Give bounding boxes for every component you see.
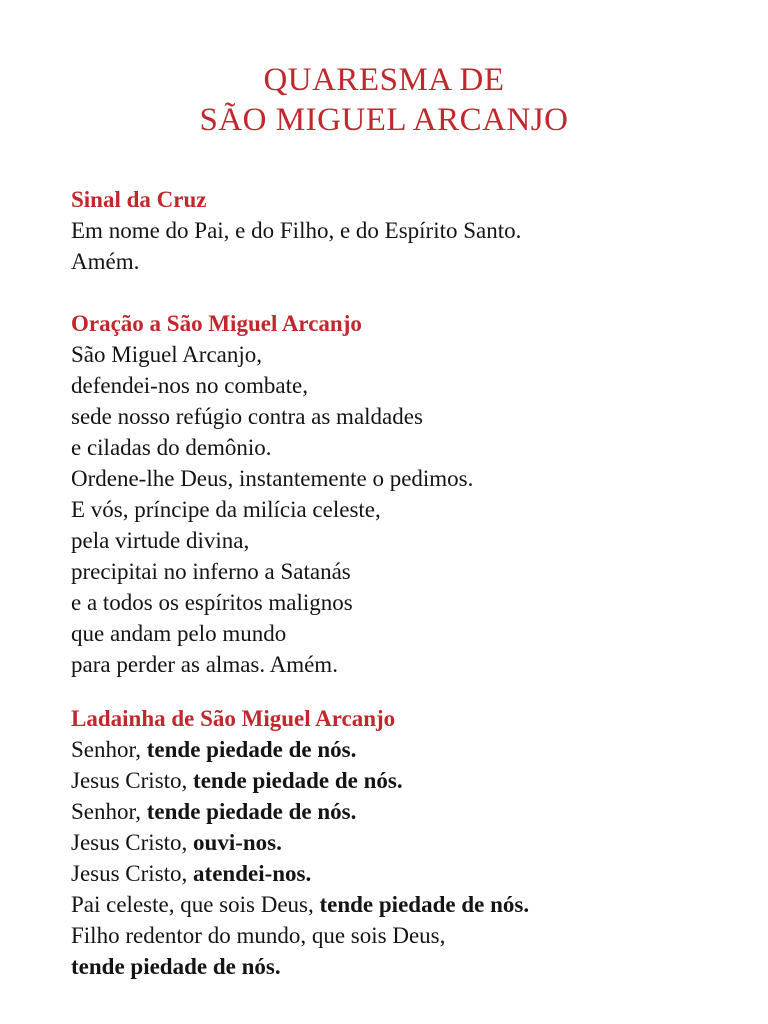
prayer-line: E vós, príncipe da milícia celeste,: [71, 497, 381, 522]
litany-line: [71, 765, 751, 796]
litany-response: ouvi-nos.: [193, 830, 282, 855]
litany-invocation: Jesus Cristo,: [71, 830, 194, 855]
prayer-line: e a todos os espíritos malignos: [71, 590, 353, 615]
litany-line: [71, 858, 751, 889]
litany-invocation: Senhor,: [71, 799, 147, 824]
prayer-line: sede nosso refúgio contra as maldades: [71, 404, 423, 429]
litany-line: [71, 951, 751, 982]
prayer-line: Amém.: [71, 249, 140, 274]
litany-invocation: Jesus Cristo,: [71, 861, 194, 886]
prayer-line: Ordene-lhe Deus, instantemente o pedimos.: [71, 466, 474, 491]
section-heading: Oração a São Miguel Arcanjo: [71, 311, 362, 336]
litany-line: [71, 827, 751, 858]
prayer-line: pela virtude divina,: [71, 528, 250, 553]
section-heading: Ladainha de São Miguel Arcanjo: [71, 706, 396, 731]
litany-response: tende piedade de nós.: [71, 954, 281, 979]
litany-line: [71, 889, 751, 920]
litany-response: tende piedade de nós.: [146, 737, 357, 762]
litany-response: tende piedade de nós.: [193, 768, 403, 793]
prayer-line: Em nome do Pai, e do Filho, e do Espírito Santo.: [71, 218, 522, 243]
litany-invocation: Jesus Cristo,: [71, 768, 194, 793]
litany-invocation: Filho redentor do mundo, que sois Deus,: [71, 923, 446, 948]
prayer-line: São Miguel Arcanjo,: [71, 342, 262, 367]
prayer-line: precipitai no inferno a Satanás: [71, 559, 351, 584]
litany-response: tende piedade de nós.: [319, 892, 530, 917]
litany-invocation: Pai celeste, que sois Deus,: [71, 892, 320, 917]
litany-invocation: Senhor,: [71, 737, 147, 762]
title-line-1: QUARESMA DE: [263, 62, 505, 98]
litany-response: tende piedade de nós.: [146, 799, 357, 824]
litany-line: [71, 920, 751, 951]
page-title: [0, 60, 768, 140]
litany-line: [71, 796, 751, 827]
prayer-line: para perder as almas. Amém.: [71, 652, 338, 677]
section-oracao: [71, 308, 751, 680]
prayer-line: e ciladas do demônio.: [71, 435, 272, 460]
title-line-2: SÃO MIGUEL ARCANJO: [199, 102, 569, 138]
section-ladainha: [71, 703, 751, 982]
litany-response: atendei-nos.: [193, 861, 312, 886]
prayer-line: que andam pelo mundo: [71, 621, 287, 646]
prayer-line: defendei-nos no combate,: [71, 373, 308, 398]
section-heading: Sinal da Cruz: [71, 187, 207, 212]
litany-line: [71, 734, 751, 765]
section-sinal-da-cruz: [71, 184, 751, 277]
